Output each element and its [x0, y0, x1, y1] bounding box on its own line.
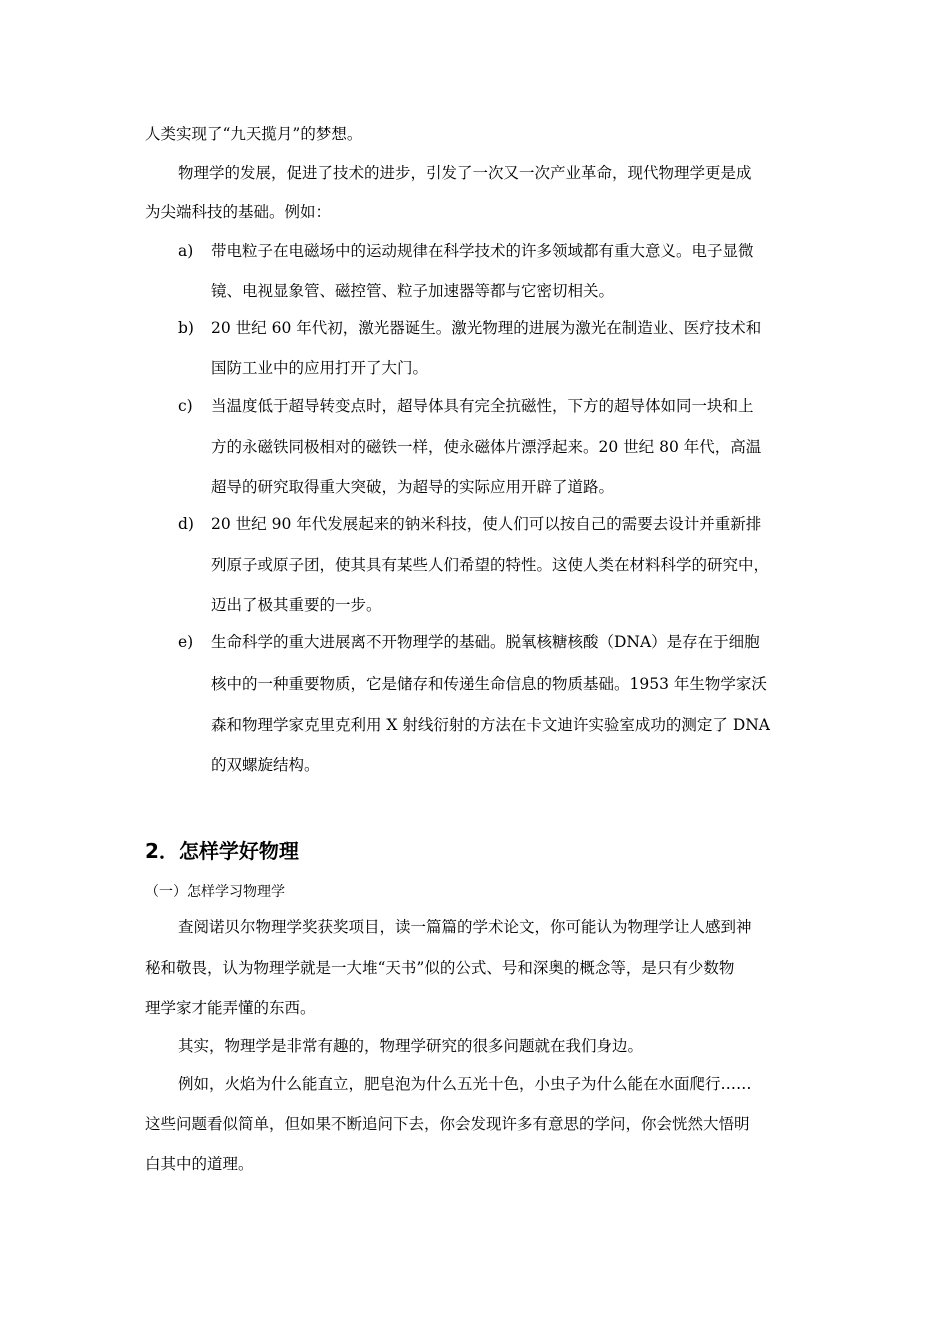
intro-line: 人类实现了“九天揽月”的梦想。 [145, 125, 363, 143]
paragraph-line: 秘和敬畏，认为物理学就是一大堆“天书”似的公式、号和深奥的概念等，是只有少数物 [145, 959, 735, 977]
paragraph-line: 这些问题看似简单，但如果不断追问下去，你会发现许多有意思的学问，你会恍然大悟明 [145, 1115, 750, 1133]
paragraph-line: 理学家才能弄懂的东西。 [145, 999, 316, 1017]
section-heading: 2．怎样学好物理 [145, 839, 299, 863]
list-marker: b) [178, 319, 194, 337]
paragraph-line: 其实，物理学是非常有趣的，物理学研究的很多问题就在我们身边。 [178, 1037, 644, 1055]
list-item-line: 超导的研究取得重大突破，为超导的实际应用开辟了道路。 [211, 478, 615, 496]
list-marker: d) [178, 515, 194, 533]
list-item-line: 生命科学的重大进展离不开物理学的基础。脱氧核糖核酸（DNA）是存在于细胞 [211, 633, 760, 651]
paragraph-line: 例如，火焰为什么能直立，肥皂泡为什么五光十色，小虫子为什么能在水面爬行…… [178, 1075, 752, 1093]
paragraph-line: 为尖端科技的基础。例如： [145, 203, 332, 221]
list-item-line: 列原子或原子团，使其具有某些人们希望的特性。这使人类在材料科学的研究中， [211, 556, 770, 574]
list-item-line: 20 世纪 90 年代发展起来的钠米科技，使人们可以按自己的需要去设计并重新排 [211, 515, 762, 533]
list-item-line: 迈出了极其重要的一步。 [211, 596, 382, 614]
list-item-line: 镜、电视显象管、磁控管、粒子加速器等都与它密切相关。 [211, 282, 615, 300]
list-item-line: 方的永磁铁同极相对的磁铁一样，使永磁体片漂浮起来。20 世纪 80 年代，高温 [211, 438, 762, 456]
list-item-line: 带电粒子在电磁场中的运动规律在科学技术的许多领域都有重大意义。电子显微 [211, 242, 754, 260]
list-marker: a) [178, 242, 194, 260]
list-marker: c) [178, 397, 193, 415]
list-item-line: 20 世纪 60 年代初，激光器诞生。激光物理的进展为激光在制造业、医疗技术和 [211, 319, 762, 337]
list-item-line: 核中的一种重要物质，它是储存和传递生命信息的物质基础。1953 年生物学家沃 [211, 675, 767, 693]
list-marker: e) [178, 633, 194, 651]
paragraph-line: 白其中的道理。 [145, 1155, 254, 1173]
paragraph-line: 查阅诺贝尔物理学奖获奖项目，读一篇篇的学术论文，你可能认为物理学让人感到神 [178, 918, 752, 936]
list-item-line: 的双螺旋结构。 [211, 756, 320, 774]
paragraph-line: 物理学的发展，促进了技术的进步，引发了一次又一次产业革命，现代物理学更是成 [178, 164, 752, 182]
list-item-line: 当温度低于超导转变点时，超导体具有完全抗磁性，下方的超导体如同一块和上 [211, 397, 754, 415]
list-item-line: 国防工业中的应用打开了大门。 [211, 359, 429, 377]
list-item-line: 森和物理学家克里克利用 X 射线衍射的方法在卡文迪许实验室成功的测定了 DNA [211, 716, 771, 734]
subsection-heading: （一）怎样学习物理学 [145, 884, 285, 900]
